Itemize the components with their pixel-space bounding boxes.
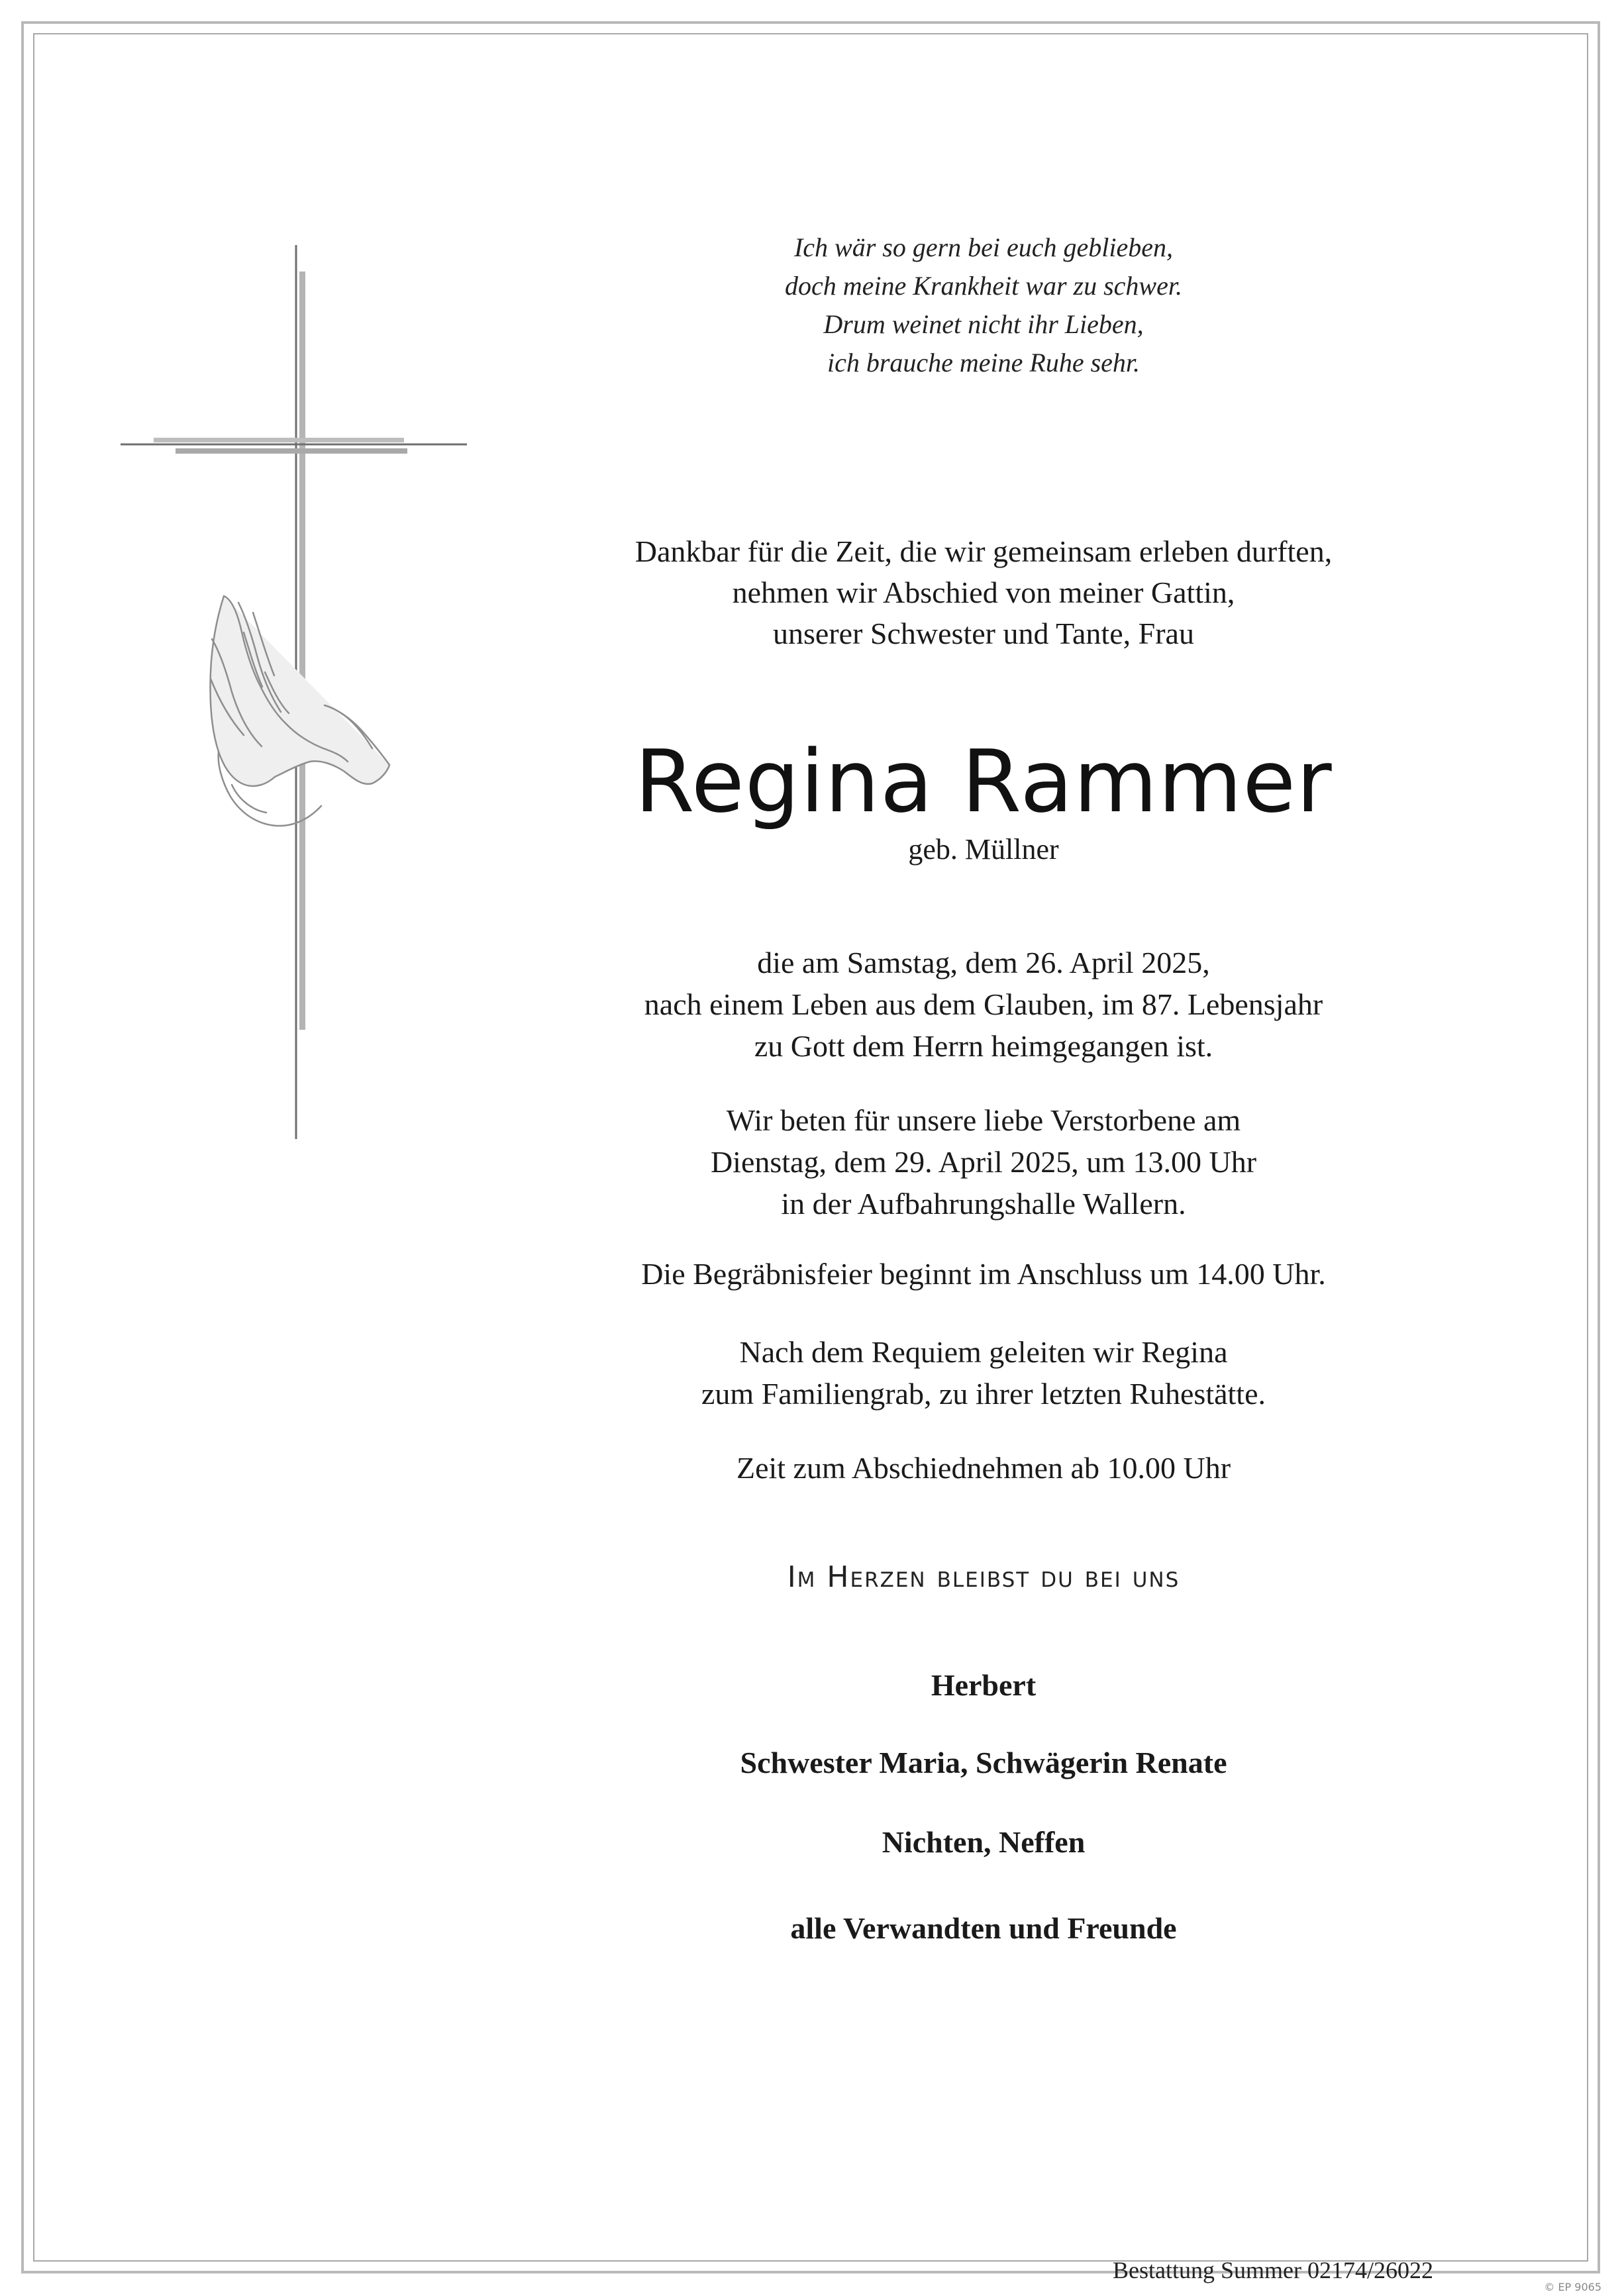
undertaker-contact: Bestattung Summer 02174/26022	[1113, 2257, 1433, 2283]
poem-line: Drum weinet nicht ihr Lieben,	[823, 309, 1144, 339]
death-notice-line: zu Gott dem Herrn heimgegangen ist.	[754, 1029, 1213, 1063]
mourner-line: Schwester Maria, Schwägerin Renate	[740, 1746, 1227, 1779]
poem-line: Ich wär so gern bei euch geblieben,	[793, 232, 1174, 262]
poem-line: doch meine Krankheit war zu schwer.	[785, 271, 1182, 301]
death-notice-line: nach einem Leben aus dem Glauben, im 87. Lebensjahr	[644, 987, 1323, 1021]
farewell-info: Zeit zum Abschiednehmen ab 10.00 Uhr	[736, 1451, 1231, 1485]
poem	[570, 228, 1397, 382]
mourner-line: Nichten, Neffen	[882, 1825, 1086, 1859]
death-notice	[570, 942, 1397, 1067]
motto: Im Herzen bleibst du bei uns	[787, 1560, 1180, 1594]
funeral-info: Die Begräbnisfeier beginnt im Anschluss um 14.00 Uhr.	[641, 1257, 1326, 1291]
prayer-line: in der Aufbahrungshalle Wallern.	[781, 1187, 1186, 1221]
intro-line: Dankbar für die Zeit, die wir gemeinsam erleben durften,	[634, 534, 1333, 568]
poem-line: ich brauche meine Ruhe sehr.	[827, 348, 1141, 377]
deceased-name: Regina Rammer	[634, 731, 1333, 832]
prayer-line: Dienstag, dem 29. April 2025, um 13.00 Uhr	[710, 1145, 1257, 1179]
mourner-line: Herbert	[931, 1668, 1037, 1702]
cross-icon	[113, 242, 483, 1142]
requiem-info	[570, 1331, 1397, 1415]
requiem-line: Nach dem Requiem geleiten wir Regina	[739, 1335, 1228, 1369]
prayer-line: Wir beten für unsere liebe Verstorbene am	[726, 1103, 1241, 1137]
intro-text	[570, 531, 1397, 654]
intro-line: unserer Schwester und Tante, Frau	[773, 617, 1194, 650]
intro-line: nehmen wir Abschied von meiner Gattin,	[732, 575, 1235, 609]
birth-name: geb. Müllner	[908, 833, 1059, 866]
mourner-line: alle Verwandten und Freunde	[790, 1911, 1177, 1945]
print-code: © EP 9065	[1544, 2281, 1601, 2293]
cross-with-praying-hands-icon	[113, 242, 483, 1142]
prayer-info	[570, 1099, 1397, 1224]
requiem-line: zum Familiengrab, zu ihrer letzten Ruhestätte.	[701, 1377, 1266, 1411]
death-notice-line: die am Samstag, dem 26. April 2025,	[757, 946, 1210, 979]
